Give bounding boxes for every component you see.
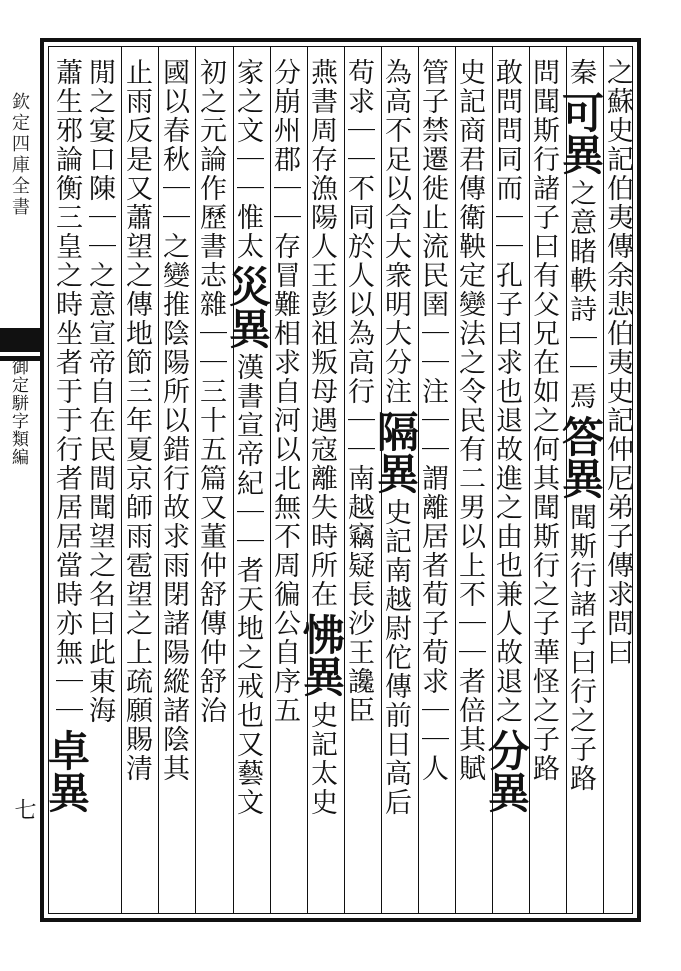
- text-column: [156, 58, 190, 908]
- entry-heading: 災異: [223, 265, 272, 349]
- column-text: 分崩州郡｜｜存冒難相求自河以北無不周徧: [269, 58, 300, 609]
- column-text: 史記商君傳衛鞅定變法之令民有二男以上不｜｜者倍其賦: [454, 58, 485, 783]
- column-text: 管子禁遷徙止流民圉｜｜注｜｜謂離居者荀子荀求｜｜人: [417, 58, 448, 783]
- column-text: 史記南越尉佗傳前日高后: [380, 498, 411, 817]
- column-text: 史記太史: [306, 701, 337, 817]
- entry-heading: 答異: [556, 415, 605, 499]
- text-column: [600, 58, 634, 908]
- text-column: [526, 58, 560, 908]
- entry-heading: 怫異: [297, 613, 346, 697]
- column-text: 之蘇: [602, 58, 633, 116]
- margin-library-title: 欽定四庫全書: [9, 92, 30, 218]
- column-text: 國以春秋｜｜之變推陰陽所以錯行故求雨閉諸陽縱諸陰其: [158, 58, 189, 783]
- binding-margin: [0, 40, 40, 920]
- column-text: 蕭生邪論衡三皇之時坐者于于行者居居當時亦無｜｜: [51, 58, 82, 725]
- text-column: [482, 58, 531, 908]
- column-text: 初之元論作: [195, 58, 226, 203]
- text-column: [193, 58, 227, 908]
- margin-fishtail-bar: [0, 328, 40, 352]
- margin-book-title: 御定駢字類編: [8, 358, 28, 466]
- text-column: [341, 58, 375, 908]
- text-column: [42, 58, 91, 908]
- column-text: 公自序五: [269, 609, 300, 725]
- column-text: 歷書: [195, 203, 226, 261]
- entry-heading: 分異: [482, 729, 531, 813]
- text-column: [267, 58, 301, 908]
- column-text: 為高不足以合大衆明大分注: [380, 58, 411, 406]
- column-text: 苟求｜｜不同於人以為高行: [343, 58, 374, 406]
- column-text: 燕書周存漁陽人王彭祖叛母遇寇離失時所在: [306, 58, 337, 609]
- column-text: 之意睹軼詩｜｜焉: [565, 179, 596, 411]
- text-column: [415, 58, 449, 908]
- text-column: [452, 58, 486, 908]
- entry-heading: 卓異: [42, 729, 91, 813]
- text-column: [297, 58, 346, 908]
- column-text: 秦: [565, 58, 596, 87]
- column-text: 敢問問同而｜｜孔子曰求也退故進之由也兼人故退之: [491, 58, 522, 725]
- text-column: [556, 58, 605, 908]
- column-text: 問聞斯行諸子曰有父兄在如之何其聞斯行之子華怪之子路: [528, 58, 559, 783]
- column-text: 聞斯行諸子曰行之子路: [565, 503, 596, 793]
- text-column: [223, 58, 272, 908]
- column-text: 漢書宣帝紀｜｜者天地之戒也又藝文: [232, 353, 263, 817]
- column-text: 止雨反是又蕭望之傳地節三年夏京師雨雹望之上疏願賜清: [121, 58, 152, 783]
- column-text: 志雜｜｜三十五篇又董仲舒傳仲舒治: [195, 261, 226, 725]
- margin-page-number: 七: [11, 798, 36, 820]
- text-column: [119, 58, 153, 908]
- column-text: ｜｜南越竊疑長沙王讒臣: [343, 406, 374, 725]
- text-column: [371, 58, 420, 908]
- entry-heading: 可異: [556, 91, 605, 175]
- column-text: 史記仲尼弟子傳求問曰: [602, 377, 633, 667]
- entry-heading: 隔異: [371, 410, 420, 494]
- column-text: 家之文｜｜惟太: [232, 58, 263, 261]
- column-text: 史記伯夷傳余悲伯夷: [602, 116, 633, 377]
- column-text: 閒之宴口陳｜｜之意宣帝自在民間聞望之名曰此東海: [84, 58, 115, 725]
